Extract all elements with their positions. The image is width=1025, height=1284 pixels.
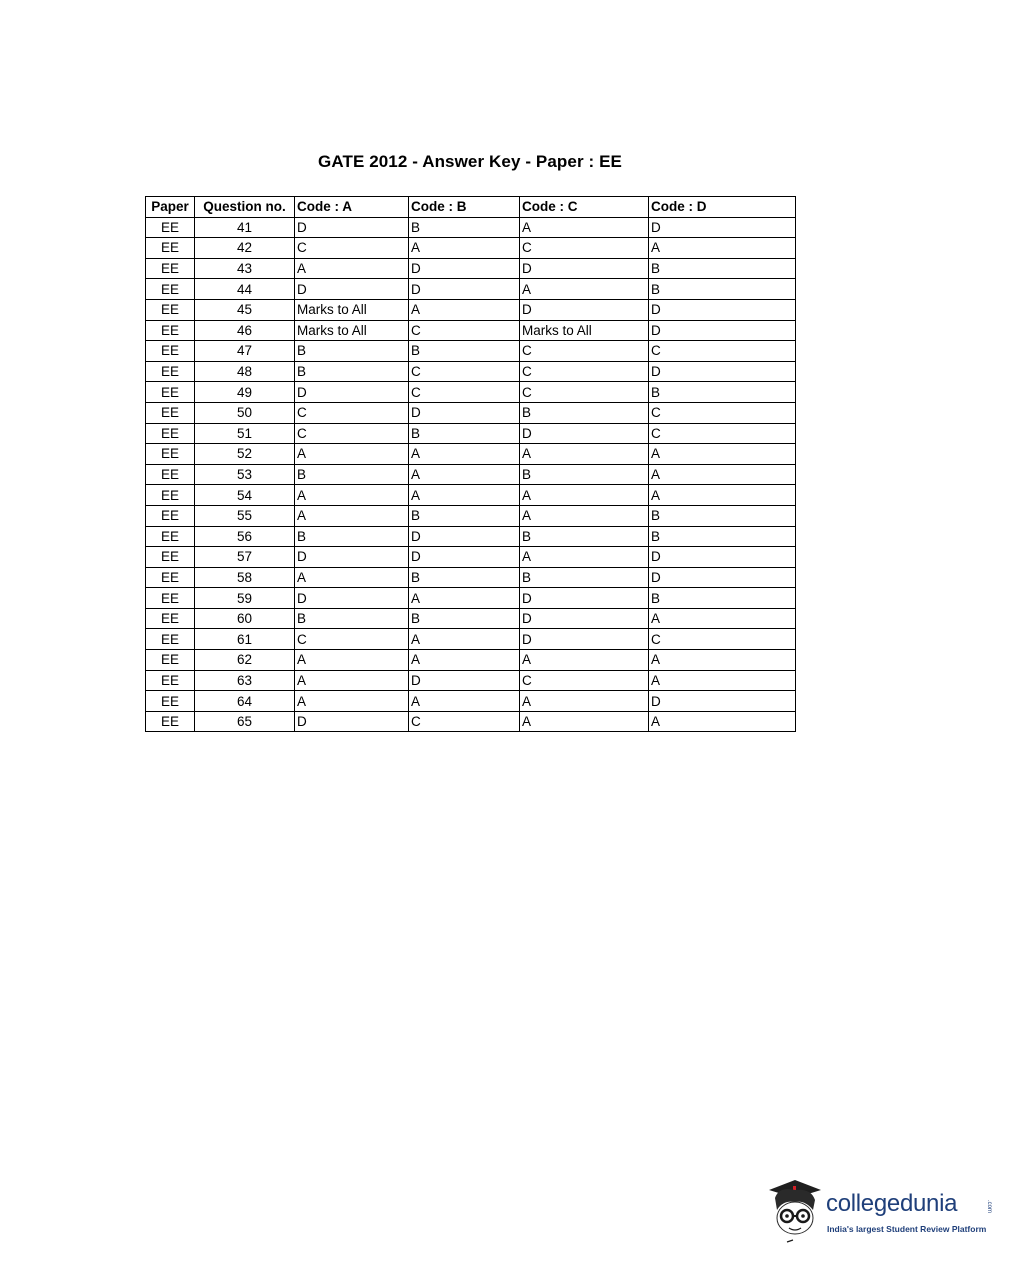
cell-code-c: A: [520, 650, 649, 671]
cell-code-b: B: [409, 423, 520, 444]
cell-code-d: D: [649, 217, 796, 238]
cell-code-c: A: [520, 711, 649, 732]
table-row: [146, 608, 796, 629]
cell-code-c: D: [520, 299, 649, 320]
table-row: [146, 320, 796, 341]
cell-question-no: 59: [195, 588, 295, 609]
cell-code-b: C: [409, 382, 520, 403]
header-code-a: Code : A: [295, 197, 409, 218]
cell-code-b: B: [409, 567, 520, 588]
cell-code-a: D: [295, 382, 409, 403]
cell-question-no: 58: [195, 567, 295, 588]
cell-code-b: D: [409, 670, 520, 691]
table-row: [146, 423, 796, 444]
table-row: [146, 547, 796, 568]
cell-code-d: A: [649, 650, 796, 671]
table-row: [146, 691, 796, 712]
table-row: [146, 402, 796, 423]
cell-paper: EE: [146, 505, 195, 526]
cell-paper: EE: [146, 670, 195, 691]
table-row: [146, 217, 796, 238]
cell-code-b: D: [409, 526, 520, 547]
cell-code-b: D: [409, 258, 520, 279]
table-row: [146, 299, 796, 320]
cell-code-a: D: [295, 217, 409, 238]
cell-code-a: C: [295, 402, 409, 423]
cell-code-d: C: [649, 629, 796, 650]
cell-paper: EE: [146, 217, 195, 238]
cell-code-d: D: [649, 547, 796, 568]
cell-code-b: A: [409, 629, 520, 650]
cell-code-d: B: [649, 258, 796, 279]
cell-paper: EE: [146, 691, 195, 712]
cell-code-a: D: [295, 279, 409, 300]
cell-paper: EE: [146, 608, 195, 629]
table-row: [146, 588, 796, 609]
cell-code-b: B: [409, 608, 520, 629]
cell-code-c: B: [520, 402, 649, 423]
cell-code-b: D: [409, 279, 520, 300]
cell-code-a: A: [295, 485, 409, 506]
table-row: [146, 341, 796, 362]
cell-code-c: A: [520, 505, 649, 526]
cell-paper: EE: [146, 402, 195, 423]
cell-code-b: C: [409, 361, 520, 382]
table-row: [146, 361, 796, 382]
header-code-c: Code : C: [520, 197, 649, 218]
cell-code-c: A: [520, 547, 649, 568]
cell-code-d: B: [649, 526, 796, 547]
cell-question-no: 61: [195, 629, 295, 650]
cell-code-a: A: [295, 258, 409, 279]
cell-code-c: D: [520, 423, 649, 444]
cell-code-a: A: [295, 691, 409, 712]
cell-code-a: D: [295, 588, 409, 609]
cell-code-d: A: [649, 444, 796, 465]
cell-code-a: A: [295, 505, 409, 526]
cell-code-a: A: [295, 444, 409, 465]
cell-code-b: C: [409, 711, 520, 732]
cell-question-no: 43: [195, 258, 295, 279]
cell-code-d: A: [649, 485, 796, 506]
cell-question-no: 41: [195, 217, 295, 238]
cell-code-a: A: [295, 567, 409, 588]
cell-code-c: B: [520, 464, 649, 485]
cell-paper: EE: [146, 341, 195, 362]
cell-code-d: C: [649, 341, 796, 362]
cell-question-no: 47: [195, 341, 295, 362]
cell-paper: EE: [146, 547, 195, 568]
logo-suffix: .com: [986, 1200, 992, 1214]
table-row: [146, 711, 796, 732]
cell-code-c: C: [520, 361, 649, 382]
table-row: [146, 464, 796, 485]
cell-code-d: D: [649, 567, 796, 588]
table-row: [146, 444, 796, 465]
table-row: [146, 382, 796, 403]
cell-question-no: 54: [195, 485, 295, 506]
cell-code-c: D: [520, 629, 649, 650]
table-row: [146, 629, 796, 650]
table-row: [146, 526, 796, 547]
cell-code-a: B: [295, 341, 409, 362]
cell-paper: EE: [146, 299, 195, 320]
cell-code-b: A: [409, 691, 520, 712]
cell-code-d: C: [649, 423, 796, 444]
cell-code-b: A: [409, 238, 520, 259]
cell-paper: EE: [146, 629, 195, 650]
cell-code-d: D: [649, 361, 796, 382]
header-question-no: Question no.: [195, 197, 295, 218]
cell-code-b: A: [409, 588, 520, 609]
cell-paper: EE: [146, 258, 195, 279]
table-row: [146, 279, 796, 300]
table-header-row: [146, 197, 796, 218]
cell-paper: EE: [146, 382, 195, 403]
cell-code-a: B: [295, 361, 409, 382]
cell-code-b: D: [409, 402, 520, 423]
answer-key-table: [145, 196, 796, 732]
header-code-d: Code : D: [649, 197, 796, 218]
cell-code-a: Marks to All: [295, 320, 409, 341]
cell-code-a: A: [295, 650, 409, 671]
cell-question-no: 55: [195, 505, 295, 526]
cell-paper: EE: [146, 444, 195, 465]
cell-question-no: 42: [195, 238, 295, 259]
cell-question-no: 53: [195, 464, 295, 485]
cell-paper: EE: [146, 279, 195, 300]
cell-code-a: B: [295, 526, 409, 547]
cell-code-d: D: [649, 299, 796, 320]
cell-question-no: 51: [195, 423, 295, 444]
cell-code-d: B: [649, 382, 796, 403]
cell-code-c: C: [520, 238, 649, 259]
cell-code-c: D: [520, 258, 649, 279]
cell-paper: EE: [146, 464, 195, 485]
table-row: [146, 258, 796, 279]
cell-paper: EE: [146, 567, 195, 588]
cell-paper: EE: [146, 650, 195, 671]
table-row: [146, 670, 796, 691]
cell-question-no: 64: [195, 691, 295, 712]
cell-question-no: 56: [195, 526, 295, 547]
cell-code-a: B: [295, 608, 409, 629]
cell-code-c: A: [520, 279, 649, 300]
cell-question-no: 48: [195, 361, 295, 382]
mascot-icon: [765, 1176, 825, 1248]
cell-code-d: A: [649, 711, 796, 732]
cell-code-c: C: [520, 341, 649, 362]
cell-code-a: C: [295, 629, 409, 650]
cell-paper: EE: [146, 711, 195, 732]
cell-code-b: B: [409, 341, 520, 362]
cell-question-no: 62: [195, 650, 295, 671]
cell-code-c: C: [520, 382, 649, 403]
page-title: GATE 2012 - Answer Key - Paper : EE: [318, 152, 622, 171]
cell-code-b: A: [409, 485, 520, 506]
cell-question-no: 57: [195, 547, 295, 568]
cell-paper: EE: [146, 238, 195, 259]
header-code-b: Code : B: [409, 197, 520, 218]
cell-code-b: D: [409, 547, 520, 568]
cell-code-c: C: [520, 670, 649, 691]
header-paper: Paper: [146, 197, 195, 218]
cell-question-no: 46: [195, 320, 295, 341]
cell-question-no: 44: [195, 279, 295, 300]
cell-code-d: A: [649, 238, 796, 259]
cell-code-b: B: [409, 217, 520, 238]
cell-code-c: D: [520, 608, 649, 629]
cell-code-a: A: [295, 670, 409, 691]
cell-code-c: B: [520, 567, 649, 588]
table-row: [146, 505, 796, 526]
cell-code-c: A: [520, 485, 649, 506]
cell-code-d: B: [649, 279, 796, 300]
cell-code-d: B: [649, 505, 796, 526]
cell-code-b: B: [409, 505, 520, 526]
cell-code-b: A: [409, 299, 520, 320]
table-row: [146, 650, 796, 671]
cell-code-b: C: [409, 320, 520, 341]
cell-code-b: A: [409, 464, 520, 485]
cell-code-d: A: [649, 670, 796, 691]
cell-code-b: A: [409, 444, 520, 465]
cell-code-a: C: [295, 238, 409, 259]
cell-paper: EE: [146, 361, 195, 382]
collegedunia-logo: [765, 1176, 995, 1248]
cell-code-a: Marks to All: [295, 299, 409, 320]
cell-code-c: Marks to All: [520, 320, 649, 341]
cell-code-d: C: [649, 402, 796, 423]
logo-tagline: India's largest Student Review Platform: [827, 1224, 987, 1234]
cell-code-c: D: [520, 588, 649, 609]
cell-code-d: B: [649, 588, 796, 609]
cell-code-a: D: [295, 711, 409, 732]
table-row: [146, 238, 796, 259]
cell-paper: EE: [146, 320, 195, 341]
cell-code-a: D: [295, 547, 409, 568]
logo-wordmark: collegedunia: [826, 1190, 958, 1217]
cell-code-d: A: [649, 464, 796, 485]
cell-question-no: 50: [195, 402, 295, 423]
cell-paper: EE: [146, 423, 195, 444]
cell-question-no: 52: [195, 444, 295, 465]
cell-code-c: A: [520, 691, 649, 712]
cell-code-b: A: [409, 650, 520, 671]
cell-code-c: B: [520, 526, 649, 547]
cell-question-no: 63: [195, 670, 295, 691]
cell-question-no: 45: [195, 299, 295, 320]
cell-code-c: A: [520, 217, 649, 238]
cell-code-a: C: [295, 423, 409, 444]
cell-code-d: D: [649, 320, 796, 341]
cell-question-no: 60: [195, 608, 295, 629]
cell-code-d: D: [649, 691, 796, 712]
cell-paper: EE: [146, 526, 195, 547]
cell-code-c: A: [520, 444, 649, 465]
table-row: [146, 485, 796, 506]
table-row: [146, 567, 796, 588]
cell-paper: EE: [146, 588, 195, 609]
cell-code-d: A: [649, 608, 796, 629]
cell-paper: EE: [146, 485, 195, 506]
cell-code-a: B: [295, 464, 409, 485]
cell-question-no: 49: [195, 382, 295, 403]
cell-question-no: 65: [195, 711, 295, 732]
